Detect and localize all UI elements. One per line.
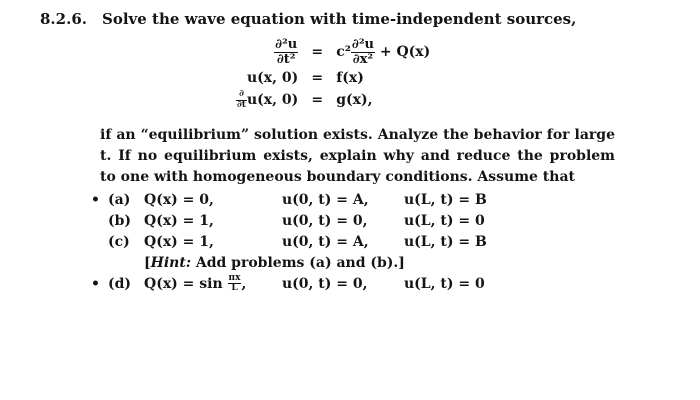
case-label: (d) bbox=[108, 275, 132, 292]
d2u-dt2-fraction: $\frac{\text{∂²u}}{\text{∂t²}}$ bbox=[275, 37, 298, 67]
hint: [Hint: Add problems (a) and (b).] bbox=[144, 254, 405, 271]
case-source: Q(x) = 1, bbox=[144, 212, 214, 229]
case-list bbox=[86, 189, 498, 294]
case-left-boundary: u(0, t) = A, bbox=[282, 191, 369, 208]
problem-number: 8.2.6. bbox=[40, 10, 87, 28]
equals-sign: = bbox=[311, 70, 324, 87]
pi-x-over-l-fraction: $\frac{\pi x}{L}$ bbox=[228, 272, 241, 293]
hint-row bbox=[86, 252, 498, 273]
case-source: Q(x) = 1, bbox=[144, 233, 214, 250]
case-source: Q(x) = 0, bbox=[144, 191, 214, 208]
case-right-boundary: u(L, t) = 0 bbox=[404, 212, 485, 229]
initial-displacement-row bbox=[232, 68, 434, 88]
case-row-c bbox=[86, 231, 498, 252]
case-row-d bbox=[86, 273, 498, 294]
case-right-boundary: u(L, t) = B bbox=[404, 233, 487, 250]
hint-text: Add problems (a) and (b).] bbox=[190, 254, 405, 271]
initial-displacement-lhs: u(x, 0) bbox=[246, 70, 299, 87]
d-dt-operator: $\frac{\partial}{\partial t}$ bbox=[237, 89, 246, 110]
equation-system bbox=[232, 36, 434, 112]
bullet-icon: • bbox=[91, 275, 100, 292]
initial-displacement-rhs: f(x) bbox=[336, 70, 364, 87]
case-right-boundary: u(L, t) = 0 bbox=[404, 275, 485, 292]
case-right-boundary: u(L, t) = B bbox=[404, 191, 487, 208]
initial-velocity-row bbox=[232, 88, 434, 112]
d2u-dx2-fraction: $\frac{\text{∂²u}}{\text{∂x²}}$ bbox=[351, 37, 374, 67]
case-left-boundary: u(0, t) = 0, bbox=[282, 275, 368, 292]
case-row-b bbox=[86, 210, 498, 231]
case-label: (a) bbox=[108, 191, 131, 208]
initial-velocity-lhs: u(x, 0) bbox=[246, 92, 299, 109]
case-row-a bbox=[86, 189, 498, 210]
equals-sign: = bbox=[311, 92, 324, 109]
case-left-boundary: u(0, t) = 0, bbox=[282, 212, 368, 229]
case-source: Q(x) = sin $\frac{\pi x}{L}$ , bbox=[144, 272, 247, 293]
case-left-boundary: u(0, t) = A, bbox=[282, 233, 369, 250]
wave-equation-row bbox=[232, 36, 434, 68]
problem-statement: Solve the wave equation with time-independent sources, bbox=[102, 10, 577, 28]
equals-sign: = bbox=[311, 44, 324, 61]
hint-keyword: Hint: bbox=[150, 254, 191, 271]
wave-speed-squared: c² bbox=[336, 44, 351, 61]
initial-velocity-rhs: g(x), bbox=[336, 92, 373, 109]
case-label: (b) bbox=[108, 212, 132, 229]
source-term: + Q(x) bbox=[379, 44, 431, 61]
case-label: (c) bbox=[108, 233, 130, 250]
bullet-icon: • bbox=[91, 191, 100, 208]
problem-instructions: if an “equilibrium” solution exists. Analyze the behavior for large t. If no equilibrium exists, explain why and reduce the problem to one with homogeneous boundary conditions. Assume that bbox=[100, 127, 615, 185]
